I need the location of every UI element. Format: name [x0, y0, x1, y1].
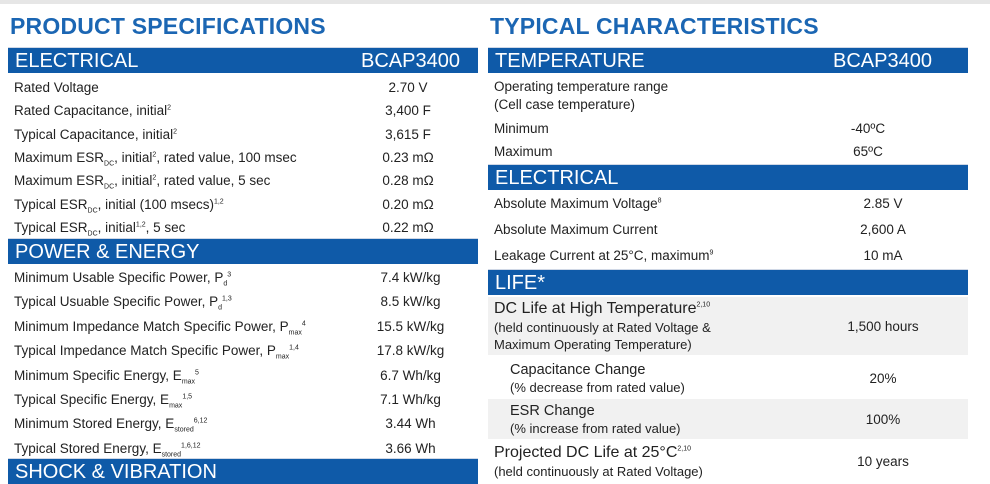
- header-label: LIFE*: [495, 272, 546, 294]
- table-row: [8, 77, 478, 100]
- label-text-mid: , initial: [114, 173, 153, 189]
- dc-life-value: 1,500 hours: [847, 319, 919, 334]
- table-row: [8, 339, 478, 363]
- label-text-post: , rated value, 100 msec: [156, 149, 297, 165]
- table-row: [8, 412, 478, 436]
- subscript: d: [223, 280, 228, 288]
- row-label: [494, 222, 658, 237]
- label-text: Maximum ESR: [14, 149, 105, 165]
- row-value: 3,615 F: [385, 126, 431, 142]
- footnote: 1,2: [135, 221, 146, 229]
- shock-vibration-header: [8, 458, 478, 484]
- row-label: [14, 103, 171, 118]
- header-label: POWER & ENERGY: [15, 241, 200, 263]
- footnote: 5: [195, 369, 199, 377]
- label-text-post: , 5 sec: [145, 219, 186, 235]
- subscript: max: [181, 378, 196, 386]
- row-value: 7.4 kW/kg: [380, 270, 441, 285]
- label-text: Rated Voltage: [14, 80, 99, 95]
- model-label: BCAP3400: [361, 50, 460, 72]
- footnote: 3: [227, 271, 232, 279]
- row-value: 0.23 mΩ: [382, 149, 434, 165]
- row-label: [14, 80, 99, 95]
- row-label: [14, 219, 186, 238]
- subscript: DC: [87, 207, 98, 215]
- dc-life-note-line1: (held continuously at Rated Voltage &: [494, 320, 711, 335]
- temperature-header: [488, 47, 968, 73]
- row-value: 8.5 kW/kg: [380, 294, 441, 310]
- row-value: 10 mA: [863, 248, 903, 263]
- top-border: [0, 0, 990, 4]
- capacitance-change-note: (% decrease from rated value): [510, 380, 685, 395]
- esr-change-note: (% increase from rated value): [510, 421, 681, 436]
- table-row: [8, 194, 478, 217]
- label-text: Leakage Current at 25°C, maximum: [494, 248, 710, 263]
- table-row: [488, 191, 968, 217]
- row-label: [494, 248, 713, 263]
- label-text-post: , rated value, 5 sec: [156, 173, 271, 189]
- footnote: 1,5: [182, 393, 193, 401]
- table-row: [8, 364, 478, 388]
- header-label: ELECTRICAL: [495, 167, 619, 189]
- label-text-mid: , initial: [114, 149, 153, 165]
- footnote: 2: [152, 151, 157, 159]
- label-text: Typical Specific Energy, E: [14, 392, 170, 407]
- footnote: 1,2: [213, 198, 224, 205]
- projected-dc-life-title-text: Projected DC Life at 25°C: [494, 444, 678, 461]
- row-label: [14, 270, 232, 288]
- subscript: d: [218, 305, 223, 313]
- projected-dc-life-note: (held continuously at Rated Voltage): [494, 464, 703, 479]
- esr-change-value: 100%: [865, 412, 901, 427]
- label-text: Absolute Maximum Current: [494, 222, 658, 237]
- subscript: stored: [161, 451, 182, 459]
- row-value: 7.1 Wh/kg: [380, 392, 441, 407]
- row-label: [14, 440, 201, 459]
- label-text: Typical Impedance Match Specific Power, P: [14, 343, 276, 359]
- table-row: [488, 243, 968, 269]
- table-row: [8, 124, 478, 147]
- row-label: [14, 416, 208, 435]
- table-row: [8, 217, 478, 240]
- life-header: [488, 269, 968, 295]
- footnote: 8: [657, 197, 662, 205]
- row-value: 15.5 kW/kg: [376, 318, 445, 334]
- row-label: [14, 149, 297, 168]
- capacitance-change-value: 20%: [869, 371, 897, 386]
- row-label: [14, 196, 224, 215]
- row-value: 2.70 V: [388, 80, 428, 95]
- label-text: Typical ESR: [14, 196, 88, 212]
- row-label: [14, 318, 306, 337]
- section-title: TYPICAL CHARACTERISTICS: [490, 13, 819, 39]
- dc-life-row: [488, 297, 968, 355]
- table-row: [8, 290, 478, 314]
- table-row: [8, 388, 478, 412]
- label-text-mid: , initial: [97, 219, 136, 235]
- row-label: [14, 173, 271, 191]
- footnote: 4: [301, 320, 306, 328]
- label-text: Typical Stored Energy, E: [14, 440, 162, 456]
- row-label: [14, 127, 177, 142]
- row-label: [494, 144, 553, 159]
- label-text: Typical ESR: [14, 219, 88, 235]
- row-value: 0.20 mΩ: [382, 196, 434, 212]
- electrical-header: [8, 47, 478, 73]
- row-value: 3.66 Wh: [385, 440, 436, 456]
- esr-change-row: [488, 399, 968, 439]
- row-label: [14, 367, 199, 386]
- subscript: DC: [104, 160, 115, 168]
- projected-dc-life-title: [494, 444, 691, 462]
- table-row: [8, 170, 478, 193]
- section-title: PRODUCT SPECIFICATIONS: [10, 13, 326, 39]
- row-label: [494, 121, 549, 136]
- dc-life-footnote: 2,10: [696, 301, 711, 309]
- label-text: Minimum Specific Energy, E: [14, 367, 182, 383]
- footnote: 1,4: [289, 344, 299, 352]
- table-row: [8, 266, 478, 290]
- footnote: 6,12: [193, 417, 208, 425]
- footnote: 1,3: [222, 295, 232, 303]
- footnote: 1,6,12: [181, 442, 201, 450]
- range-label-line1: Operating temperature range: [494, 79, 669, 94]
- footnote: 2: [167, 104, 171, 112]
- footnote: 2: [152, 174, 157, 182]
- row-label: [494, 196, 662, 211]
- table-row: [488, 118, 968, 141]
- label-text: Maximum ESR: [14, 173, 105, 189]
- label-text: Typical Usuable Specific Power, P: [14, 294, 219, 310]
- capacitance-change-title: Capacitance Change: [510, 362, 646, 378]
- row-value: 65ºC: [853, 144, 883, 159]
- projected-dc-life-value: 10 years: [857, 454, 909, 469]
- table-row: [488, 141, 968, 164]
- subscript: max: [288, 329, 302, 337]
- range-label-line2: (Cell case temperature): [494, 97, 636, 112]
- footnote: 2: [173, 128, 177, 136]
- row-value: 2,600 A: [860, 222, 906, 237]
- subscript: DC: [87, 230, 98, 238]
- subscript: max: [169, 402, 183, 410]
- label-text: Typical Capacitance, initial: [14, 126, 174, 142]
- table-row: [488, 217, 968, 243]
- esr-change-title: ESR Change: [510, 403, 595, 419]
- projected-dc-life-row: [488, 442, 968, 479]
- power-energy-header: [8, 238, 478, 264]
- label-text-mid: , initial (100 msecs): [97, 196, 214, 212]
- footnote: 9: [709, 249, 714, 257]
- electrical-header: [488, 164, 968, 190]
- row-label: [14, 392, 193, 410]
- temperature-range-row: [488, 79, 968, 115]
- projected-dc-life-footnote: 2,10: [677, 445, 691, 453]
- dc-life-title-text: DC Life at High Temperature: [494, 300, 697, 317]
- row-value: 6.7 Wh/kg: [380, 367, 441, 383]
- label-text: Minimum Usable Specific Power, P: [14, 270, 224, 285]
- subscript: max: [275, 353, 290, 361]
- row-value: 0.28 mΩ: [382, 173, 434, 189]
- table-row: [8, 147, 478, 170]
- header-label: SHOCK & VIBRATION: [15, 461, 217, 483]
- model-label: BCAP3400: [833, 50, 932, 72]
- label-text: Minimum Impedance Match Specific Power, P: [14, 318, 289, 334]
- capacitance-change-row: [488, 359, 968, 397]
- label-text: Maximum: [494, 144, 553, 159]
- header-label: TEMPERATURE: [495, 50, 645, 72]
- label-text: Rated Capacitance, initial: [14, 103, 168, 119]
- row-value: 17.8 kW/kg: [376, 343, 445, 359]
- row-value: 0.22 mΩ: [382, 219, 434, 235]
- table-row: [8, 315, 478, 339]
- header-label: ELECTRICAL: [15, 50, 139, 72]
- row-value: 3.44 Wh: [385, 416, 436, 432]
- dc-life-title: [494, 300, 710, 318]
- label-text: Minimum Stored Energy, E: [14, 416, 175, 432]
- row-value: 2.85 V: [863, 196, 903, 211]
- dc-life-note-line2: Maximum Operating Temperature): [494, 337, 692, 352]
- label-text: Minimum: [494, 121, 549, 136]
- row-value: 3,400 F: [385, 103, 431, 119]
- row-label: [14, 343, 299, 361]
- subscript: DC: [104, 183, 115, 191]
- row-value: -40ºC: [850, 121, 886, 136]
- row-label: [14, 294, 232, 313]
- subscript: stored: [174, 427, 194, 435]
- table-row: [8, 100, 478, 123]
- label-text: Absolute Maximum Voltage: [494, 196, 658, 211]
